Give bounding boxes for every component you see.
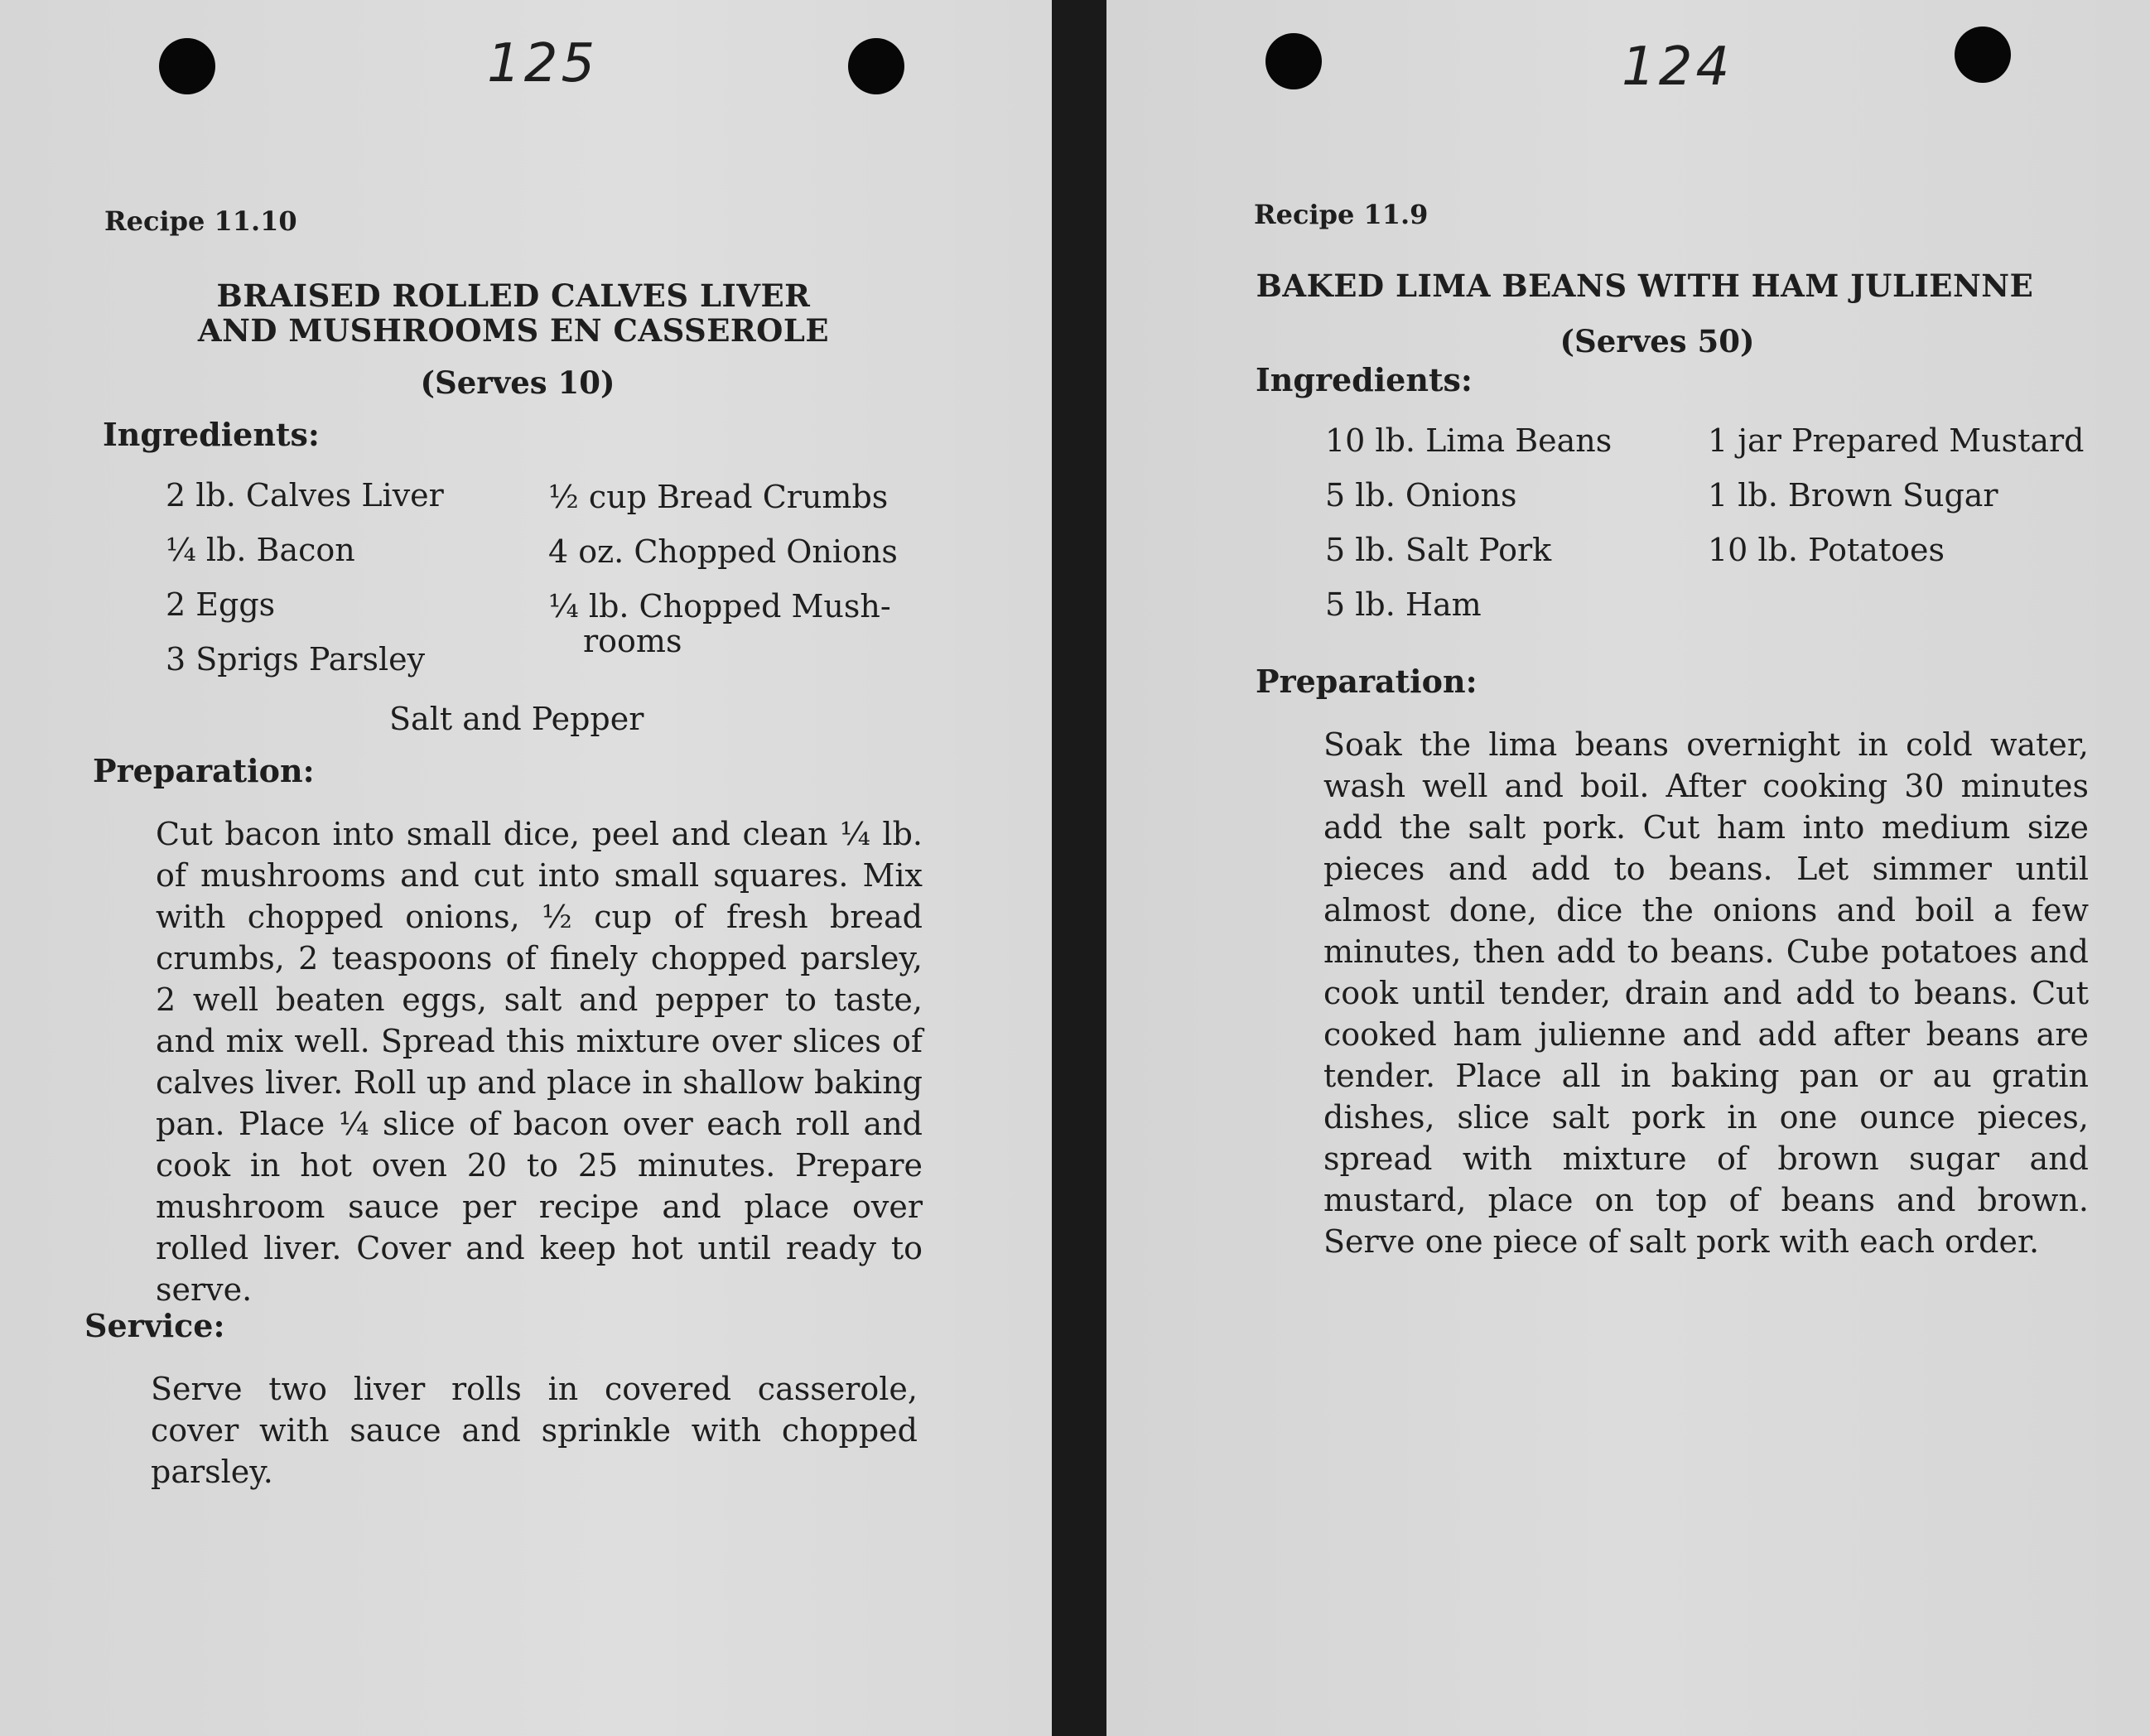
punch-hole-right [1955,27,2011,83]
ingredient-item: 10 lb. Potatoes [1708,532,1945,568]
ingredients-column-1 [166,477,444,696]
recipe-title-line2: AND MUSHROOMS EN CASSEROLE [197,312,830,349]
serves-label: (Serves 10) [420,364,615,401]
ingredients-column-2 [548,479,898,659]
recipe-number: Recipe 11.9 [1254,199,1429,230]
ingredient-salt-pepper: Salt and Pepper [389,701,644,737]
ingredient-item: ¼ lb. Chopped Mush- [548,588,891,624]
ingredients-column-1 [1325,422,1612,641]
ingredient-item: 1 jar Prepared Mustard [1708,422,2085,459]
ingredient-item-continued: rooms [583,623,682,659]
preparation-text: Cut bacon into small dice, peel and clean ¼ lb. of mushrooms and cut into small squares. Mix with chopped onions, ½ cup of fresh bread crumbs, 2 teaspoons of finely chopped parsley, 2 well beaten eggs, salt and pepper to taste, and mix well. Spread this mixture over slices of calves liver. Roll up and place in shallow baking pan. Place ¼ slice of bacon over each roll and cook in hot oven 20 to 25 minutes. Prepare mushroom sauce per recipe and place over rolled liver. Cover and keep hot until ready to serve. [156,816,923,1308]
ingredient-item: 5 lb. Onions [1325,477,1517,514]
punch-hole-left [1265,33,1322,89]
recipe-title-line1: BRAISED ROLLED CALVES LIVER [216,277,811,314]
service-heading: Service: [84,1307,225,1344]
punch-hole-right [848,38,904,94]
ingredient-item: 3 Sprigs Parsley [166,641,426,678]
recipe-card-right [1106,0,2150,1736]
page-number: 125 [487,33,599,94]
recipe-card-left [0,0,1052,1736]
punch-hole-left [159,38,215,94]
recipe-title [133,278,894,348]
ingredient-item: 2 lb. Calves Liver [166,477,444,514]
preparation-text: Soak the lima beans overnight in cold water, wash well and boil. After cooking 30 minutes add the salt pork. Cut ham into medium size pieces and add to beans. Let simmer until almost done, dice the onions and boil a few minutes, then add to beans. Cube potatoes and cook until tender, drain and add to beans. Cut cooked ham julienne and add after beans are tender. Place all in baking pan or au gratin dishes, slice salt pork in one ounce pieces, spread with mixture of brown sugar and mustard, place on top of beans and brown. Serve one piece of salt pork with each order. [1323,726,2089,1260]
preparation-heading: Preparation: [1256,663,1478,700]
ingredients-heading: Ingredients: [103,416,320,453]
ingredient-item: ½ cup Bread Crumbs [548,479,889,515]
serves-label: (Serves 50) [1559,323,1755,359]
ingredient-item: 5 lb. Salt Pork [1325,532,1552,568]
ingredient-item: 10 lb. Lima Beans [1325,422,1612,459]
ingredient-item: 2 Eggs [166,586,276,623]
service-text: Serve two liver rolls in covered casserole, cover with sauce and sprinkle with chopped parsley. [151,1371,918,1490]
ingredient-item: 1 lb. Brown Sugar [1708,477,1998,514]
ingredient-item: 4 oz. Chopped Onions [548,533,898,570]
recipe-title: BAKED LIMA BEANS WITH HAM JULIENNE [1256,268,2034,304]
recipe-number: Recipe 11.10 [104,205,297,237]
page-number: 124 [1622,36,1733,98]
ingredients-heading: Ingredients: [1256,361,1473,398]
preparation-heading: Preparation: [93,752,315,789]
ingredient-item: ¼ lb. Bacon [166,532,355,568]
ingredients-column-2 [1708,422,2085,586]
ingredient-item: 5 lb. Ham [1325,586,1482,623]
